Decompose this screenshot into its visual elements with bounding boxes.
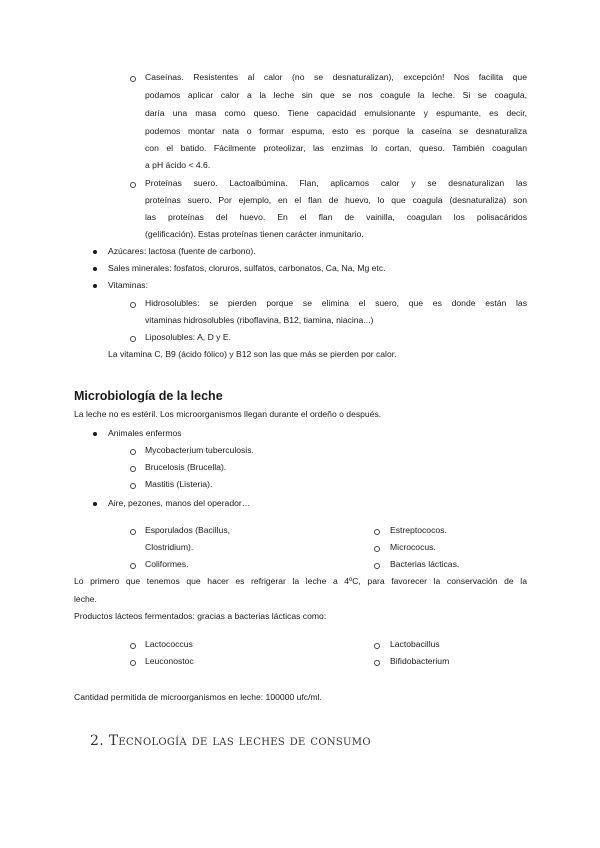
sub-bullet xyxy=(130,182,136,188)
sub-bullet xyxy=(130,76,136,82)
aire-right-item: Bacterias lácticas. xyxy=(390,559,460,569)
sub-bullet xyxy=(374,563,380,569)
ferm-left-item: Leuconostoc xyxy=(145,656,194,666)
sub-bullet xyxy=(130,643,136,649)
sales-item: Sales minerales: fosfatos, cloruros, sulfatos, carbonatos, Ca, Na, Mg etc. xyxy=(108,263,386,273)
animales-sub-item: Mycobacterium tuberculosis. xyxy=(145,445,254,455)
animales-sub-item: Mastitis (Listeria). xyxy=(145,479,213,489)
azucares-item: Azúcares: lactosa (fuente de carbono). xyxy=(108,246,256,256)
vitamina-note: La vitamina C, B9 (ácido fólico) y B12 son las que más se pierden por calor. xyxy=(108,349,397,359)
suero-line: proteínas suero. Por ejemplo, en el flan de huevo, lo que coagula (desnaturaliza) son xyxy=(145,195,527,205)
ferm-left-item: Lactococcus xyxy=(145,639,193,649)
sub-bullet xyxy=(130,483,136,489)
caseinas-line: podamos aplicar calor a la leche sin que se nos coagule la leche. Si se coagula, xyxy=(145,90,527,100)
sub-bullet xyxy=(374,546,380,552)
sub-bullet xyxy=(374,529,380,535)
micro-intro: La leche no es estéril. Los microorganismos llegan durante el ordeño o después. xyxy=(74,409,382,419)
sub-bullet xyxy=(130,529,136,535)
caseinas-line: podemos montar nata o formar espuma, esto es porque la caseína se desnaturaliza xyxy=(145,126,527,136)
aire-left-item: Clostridium). xyxy=(145,542,194,552)
vitaminas-item: Vitaminas: xyxy=(108,280,148,290)
hidrosolubles-line: vitaminas hidrosolubles (riboflavina, B12, tiamina, niacina...) xyxy=(145,315,374,325)
caseinas-line: con el batido. Fácilmente proteolizar, las enzimas lo cortan, queso. También coagulan xyxy=(145,143,527,153)
sub-bullet xyxy=(130,336,136,342)
aire-item: Aire, pezones, manos del operador… xyxy=(108,498,251,508)
bullet-dot xyxy=(93,250,97,254)
bullet-dot xyxy=(93,502,97,506)
refrigerar-line: Lo primero que tenemos que hacer es refrigerar la leche a 4ºC, para favorecer la conservación de la xyxy=(74,576,527,586)
caseinas-line: Caseínas. Resistentes al calor (no se desnaturalizan), excepción! Nos facilita que xyxy=(145,72,527,82)
cantidad-text: Cantidad permitida de microorganismos en leche: 100000 ufc/ml. xyxy=(74,692,322,702)
fermentados-text: Productos lácteos fermentados: gracias a bacterias lácticas como: xyxy=(74,611,327,621)
ferm-right-item: Lactobacillus xyxy=(390,639,440,649)
aire-right-item: Micrococus. xyxy=(390,542,436,552)
sub-bullet xyxy=(130,660,136,666)
sub-bullet xyxy=(130,302,136,308)
suero-line: Proteínas suero. Lactoalbúmina. Flan, aplicamos calor y se desnaturalizan las xyxy=(145,178,527,188)
sub-bullet xyxy=(130,563,136,569)
hidrosolubles-line: Hidrosolubles: se pierden porque se elimina el suero, que es donde están las xyxy=(145,298,527,308)
sub-bullet xyxy=(374,660,380,666)
caseinas-line: daría una masa como queso. Tiene capacidad emulsionante y espumante, es decir, xyxy=(145,108,527,118)
ferm-right-item: Bifidobacterium xyxy=(390,656,450,666)
microbiologia-heading: Microbiología de la leche xyxy=(74,389,223,403)
animales-sub-item: Brucelosis (Brucella). xyxy=(145,462,227,472)
sub-bullet xyxy=(374,643,380,649)
bullet-dot xyxy=(93,284,97,288)
section-2-title: 2. Tecnología de las leches de consumo xyxy=(90,733,371,749)
aire-right-item: Estreptococos. xyxy=(390,525,447,535)
aire-left-item: Coliformes. xyxy=(145,559,189,569)
bullet-dot xyxy=(93,267,97,271)
animales-item: Animales enfermos xyxy=(108,428,182,438)
liposolubles-item: Liposolubles: A, D y E. xyxy=(145,332,231,342)
suero-line: las proteínas del huevo. En el flan de vainilla, coagulan los polisacáridos xyxy=(145,212,527,222)
sub-bullet xyxy=(130,466,136,472)
bullet-dot xyxy=(93,432,97,436)
caseinas-line: a pH ácido < 4.6. xyxy=(145,160,211,170)
suero-line: (gelificación). Estas proteínas tienen carácter inmunitario. xyxy=(145,229,364,239)
aire-left-item: Esporulados (Bacillus, xyxy=(145,525,231,535)
refrigerar-line: leche. xyxy=(74,594,97,604)
sub-bullet xyxy=(130,449,136,455)
